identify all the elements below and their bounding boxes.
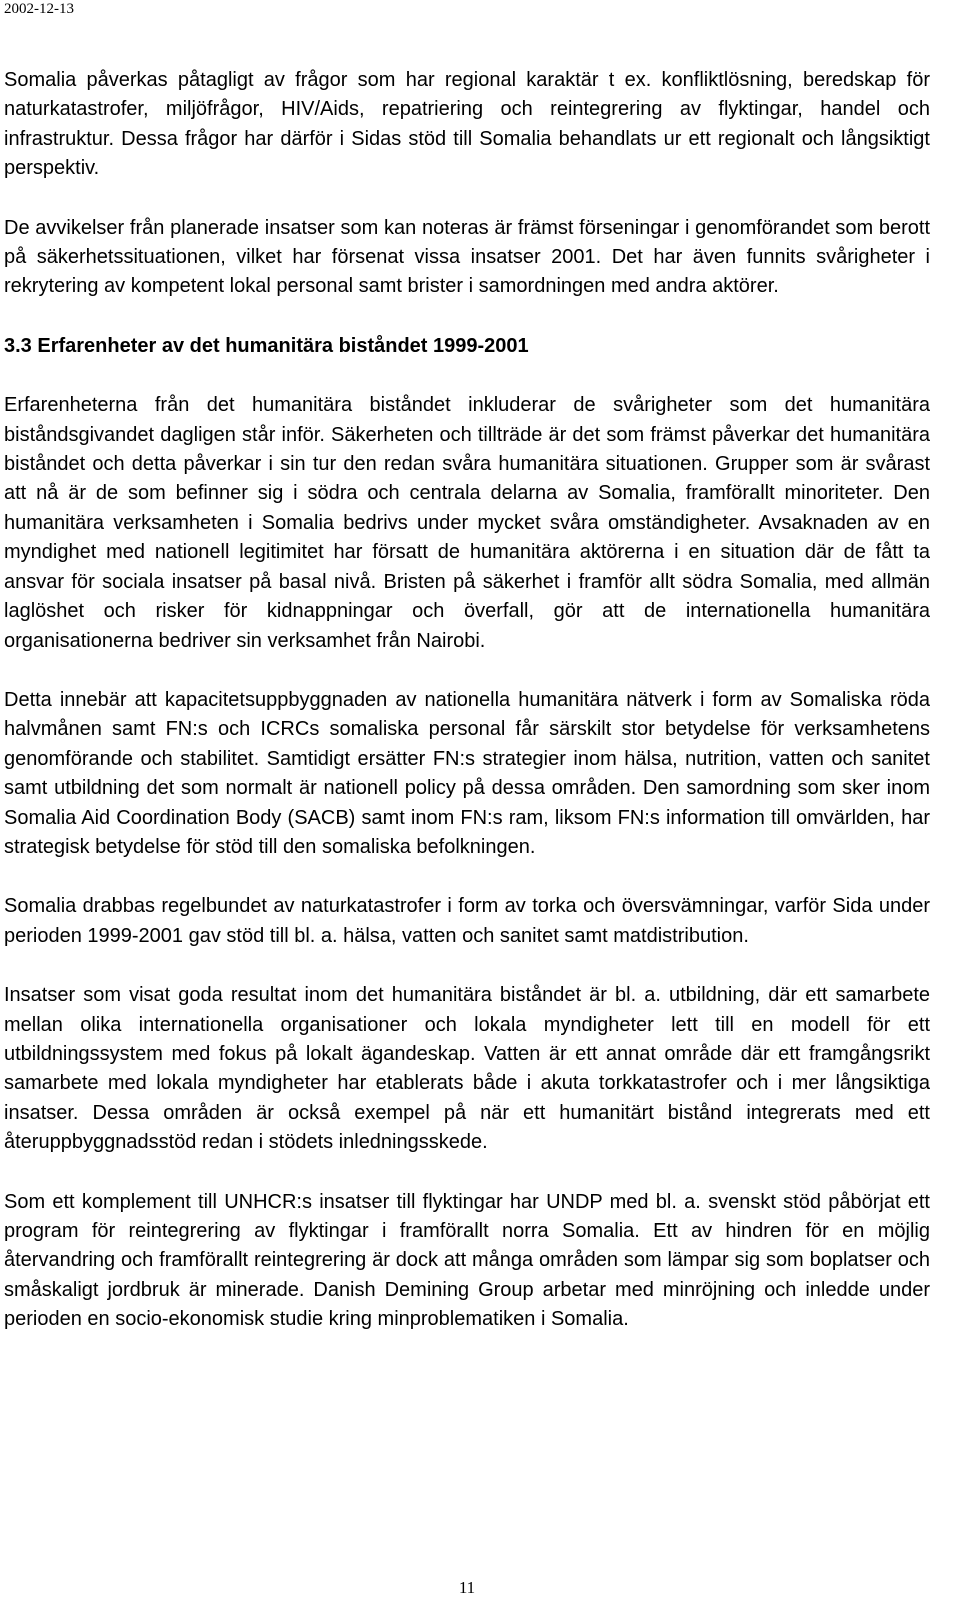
- paragraph-reintegration: Som ett komplement till UNHCR:s insatser till flyktingar har UNDP med bl. a. svenskt stöd påbörjat ett program för reintegrering av flyktingar i framförallt norra Somalia. Ett av hindren för en möjlig återvandring och framförallt reintegrering är dock att många områden som lämpar sig som boplatser och småskaligt jordbruk är minerade. Danish Demining Group arbetar med minröjning och inledde under perioden en socio-ekonomisk studie kring minproblematiken i Somalia.: [4, 1190, 930, 1331]
- paragraph-successful-efforts: Insatser som visat goda resultat inom det humanitära biståndet är bl. a. utbildning, där ett samarbete mellan olika internationella organisationer och lokala myndigheter lett till en modell för ett utbildningssystem med fokus på lokalt ägandeskap. Vatten är ett annat område där ett framgångsrikt samarbete med lokala myndigheter har etablerats både i akuta torkkatastrofer och i mer långsiktiga insatser. Dessa områden är också exempel på när ett humanitärt bistånd integrerats med ett återuppbyggnadsstöd redan i stödets inledningsskede.: [4, 984, 930, 1154]
- paragraph-deviations: De avvikelser från planerade insatser som kan noteras är främst förseningar i genomförandet som berott på säkerhetssituationen, vilket har försenat vissa insatser 2001. Det har även funnits svårigheter i rekrytering av kompetent lokal personal samt brister i samordningen med andra aktörer.: [4, 216, 930, 298]
- document-body: [4, 66, 930, 1365]
- paragraph-natural-disasters: Somalia drabbas regelbundet av naturkatastrofer i form av torka och översvämningar, varför Sida under perioden 1999-2001 gav stöd till bl. a. hälsa, vatten och sanitet samt matdistribution.: [4, 895, 930, 947]
- paragraph-humanitarian-experience: Erfarenheterna från det humanitära biståndet inkluderar de svårigheter som det humanitära biståndsgivandet dagligen står inför. Säkerheten och tillträde är det som främst påverkar det humanitära biståndet och detta påverkar i sin tur den redan svåra humanitära situationen. Grupper som är svårast att nå är de som befinner sig i södra och centrala delarna av Somalia, framförallt minoriteter. Den humanitära verksamheten i Somalia bedrivs under mycket svåra omständigheter. Avsaknaden av en myndighet med nationell legitimitet har försatt de humanitära aktörerna i en situation där de fått ta ansvar för sociala insatser på basal nivå. Bristen på säkerhet i framför allt södra Somalia, med allmän laglöshet och risker för kidnappningar och överfall, gör att de internationella humanitära organisationerna bedriver sin verksamhet från Nairobi.: [4, 394, 930, 652]
- paragraph-capacity-building: Detta innebär att kapacitetsuppbyggnaden av nationella humanitära nätverk i form av Somaliska röda halvmånen samt FN:s och ICRCs somaliska personal får särskilt stor betydelse för verksamhetens genomförande och stabilitet. Samtidigt ersätter FN:s strategier inom hälsa, nutrition, vatten och sanitet samt utbildning det som normalt är nationell policy på dessa områden. Den samordning som sker inom Somalia Aid Coordination Body (SACB) samt inom FN:s ram, liksom FN:s information till omvärlden, har strategisk betydelse för stöd till den somaliska befolkningen.: [4, 688, 930, 858]
- section-heading: 3.3 Erfarenheter av det humanitära biståndet 1999-2001: [4, 334, 529, 357]
- paragraph-regional-issues: Somalia påverkas påtagligt av frågor som har regional karaktär t ex. konfliktlösning, beredskap för naturkatastrofer, miljöfrågor, HIV/Aids, repatriering och reintegrering av flyktingar, handel och infrastruktur. Dessa frågor har därför i Sidas stöd till Somalia behandlats ur ett regionalt och långsiktigt perspektiv.: [4, 69, 930, 180]
- page-date: 2002-12-13: [4, 1, 74, 17]
- page-number: 11: [458, 1578, 476, 1597]
